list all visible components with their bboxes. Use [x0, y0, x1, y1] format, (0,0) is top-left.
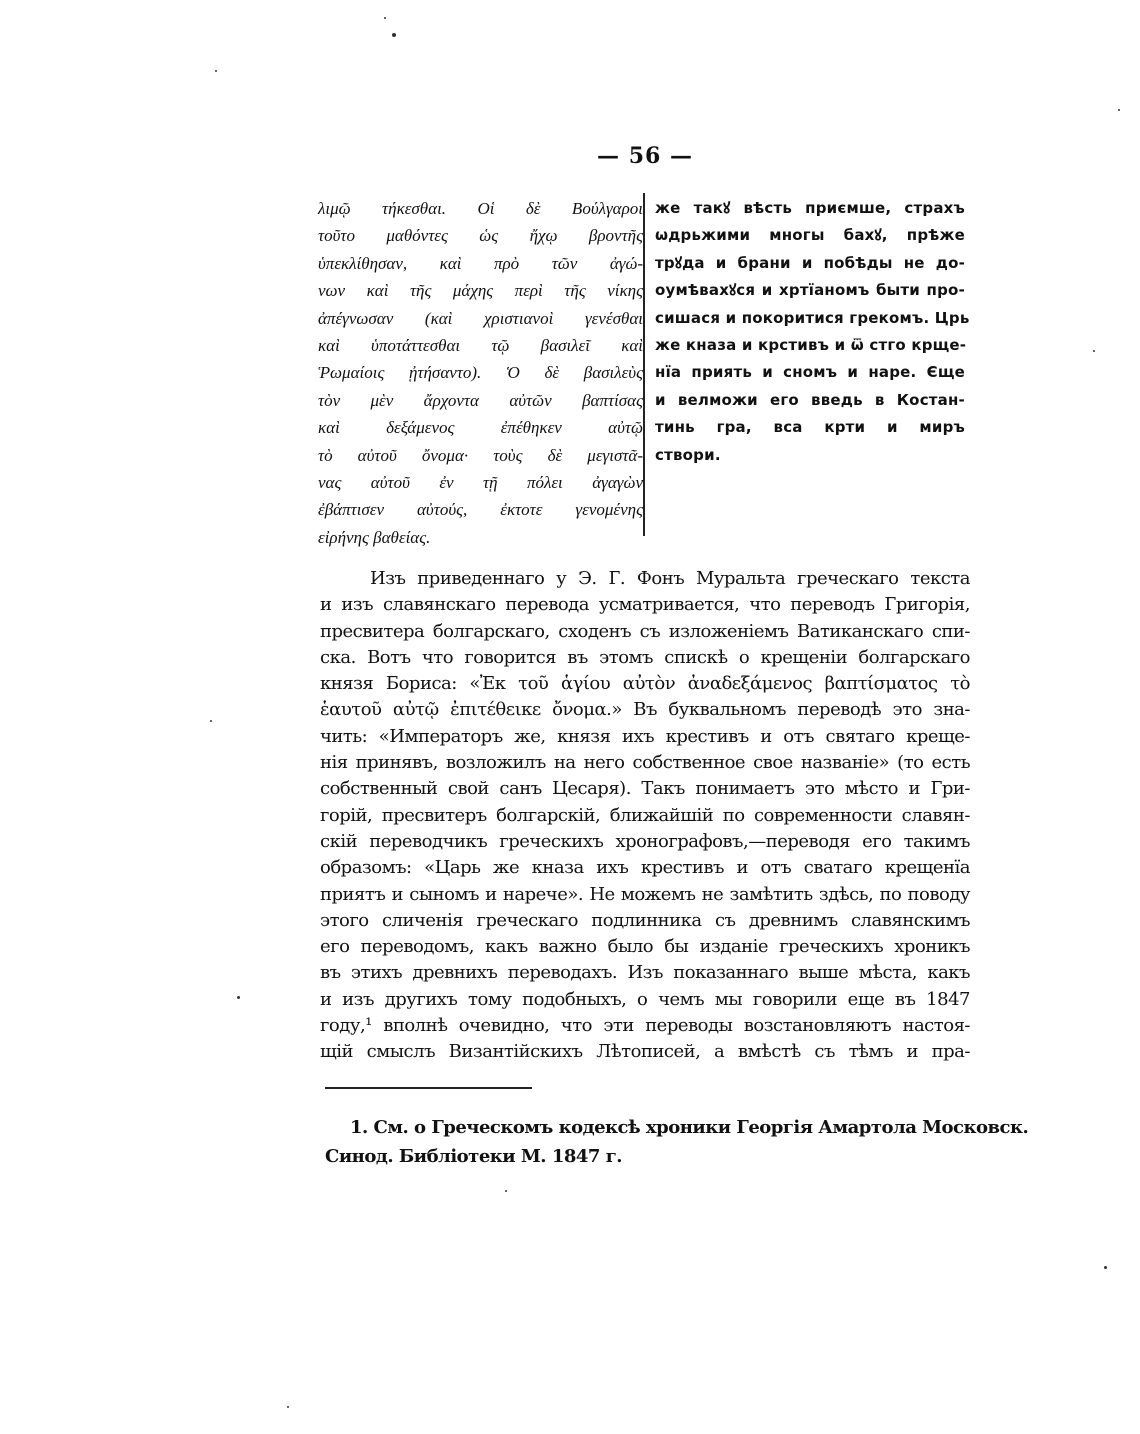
slavonic-text-column: [655, 195, 970, 469]
body-line: образомъ: «Царь же кназа ихъ крестивъ и отъ сватаго крещенїа: [320, 857, 970, 879]
body-line: этого сличенія греческаго подлинника съ древнимъ славянскимъ: [320, 909, 970, 931]
scan-speck: [384, 17, 386, 19]
column-divider: [643, 193, 645, 536]
greek-line: τὸν μὲν ἄρχοντα αὐτῶν βαπτίσας: [318, 390, 643, 410]
footnote: [325, 1113, 1029, 1171]
greek-line: καὶ ὑποτάττεσθαι τῷ βασιλεῖ καὶ: [318, 336, 643, 356]
slavonic-line: оумѣвахꙋся и хртїаномъ быти про-: [655, 281, 965, 300]
body-line: чить: «Императоръ же, князя ихъ крестивъ и отъ святаго креще-: [320, 725, 970, 747]
body-line: собственный свой санъ Цесаря). Такъ понимаетъ это мѣсто и Гри-: [320, 778, 970, 800]
slavonic-line-last: створи.: [655, 445, 721, 464]
body-line: нія принявъ, возложилъ на него собственное свое названіе» (то есть: [320, 752, 970, 774]
body-line: и изъ славянскаго перевода усматривается, что переводъ Григорія,: [320, 594, 970, 616]
body-line: горій, пресвитеръ болгарскій, ближайшій по современности славян-: [320, 804, 970, 826]
greek-line: τὸ αὐτοῦ ὄνομα· τοὺς δὲ μεγιστᾶ-: [318, 445, 643, 465]
scan-speck: [215, 70, 217, 72]
greek-line: ὑπεκλίθησαν, καὶ πρὸ τῶν ἀγώ-: [318, 253, 643, 273]
body-paragraph: [320, 566, 970, 1066]
body-line: приятъ и сыномъ и нарече». Не можемъ не замѣтить здѣсь, по поводу: [320, 883, 970, 905]
body-line: въ этихъ древнихъ переводахъ. Изъ показаннаго выше мѣста, какъ: [320, 962, 970, 984]
slavonic-line: трꙋда и брани и побѣды не до-: [655, 253, 965, 272]
scan-speck: [1093, 350, 1095, 352]
slavonic-line: сишася и покоритися грекомъ. Црь: [655, 308, 970, 327]
slavonic-line: и велможи его введь в Костан-: [655, 390, 965, 409]
slavonic-line: нїа приять и сномъ и наре. Єще: [655, 363, 965, 382]
footnote-line: 1. См. о Греческомъ кодексѣ хроники Георгія Амартола Московск.: [350, 1117, 1029, 1138]
slavonic-line: же такꙋ вѣсть приємше, страхъ: [655, 199, 965, 217]
body-line: году,¹ вполнѣ очевидно, что эти переводы возстановляютъ настоя-: [320, 1015, 970, 1037]
scan-speck: [1104, 1266, 1107, 1269]
slavonic-line: ѡдрьжими многы бахꙋ, прѣже: [655, 226, 965, 245]
slavonic-line: же кназа и крстивъ и ѿ стго крще-: [655, 336, 967, 355]
footnote-line: Синод. Библіотеки М. 1847 г.: [325, 1146, 623, 1167]
greek-line: λιμῷ τήκεσθαι. Οἱ δὲ Βούλγαροι: [318, 199, 643, 218]
page-number: — 56 —: [597, 143, 693, 169]
body-line: скій переводчикъ греческихъ хронографовъ,—переводя его такимъ: [320, 830, 970, 852]
greek-line: νας αὐτοῦ ἐν τῇ πόλει ἀγαγὼν: [318, 473, 643, 493]
footnote-rule: [325, 1087, 532, 1089]
greek-line: νων καὶ τῆς μάχης περὶ τῆς νίκης: [318, 281, 643, 301]
scan-speck: [287, 1406, 289, 1408]
body-line: пресвитера болгарскаго, сходенъ съ изложеніемъ Ватиканскаго спи-: [320, 620, 970, 642]
greek-line: ἀπέγνωσαν (καὶ χριστιανοὶ γενέσθαι: [318, 308, 643, 328]
scan-speck: [505, 1190, 507, 1192]
greek-line-last: εἰρήνης βαθείας.: [318, 527, 431, 547]
body-line: ска. Вотъ что говорится въ этомъ спискѣ о крещеніи болгарскаго: [320, 646, 970, 668]
body-line: Изъ приведеннаго у Э. Г. Фонъ Муральта греческаго текста: [370, 568, 970, 589]
body-line: ἑαυτοῦ αὐτῷ ἐπιτέθεικε ὄνομα.» Въ буквальномъ переводѣ это зна-: [320, 699, 970, 721]
scan-speck: [237, 996, 240, 999]
body-line: щій смыслъ Византійскихъ Лѣтописей, а вмѣстѣ съ тѣмъ и пра-: [320, 1041, 970, 1063]
body-line: и изъ другихъ тому подобныхъ, о чемъ мы говорили еще въ 1847: [320, 988, 970, 1010]
slavonic-line: тинь гра, вса крти и миръ: [655, 418, 965, 437]
greek-text-column: [318, 195, 643, 551]
body-line: его переводомъ, какъ важно было бы изданіе греческихъ хроникъ: [320, 936, 970, 958]
scan-speck: [210, 720, 212, 722]
greek-line: καὶ δεξάμενος ἐπέθηκεν αὐτῷ: [318, 418, 643, 438]
scan-speck: [1118, 109, 1120, 111]
scan-speck: [392, 33, 396, 37]
greek-line: Ῥωμαίοις ᾐτήσαντο). Ὁ δὲ βασιλεὺς: [318, 363, 643, 383]
body-line: князя Бориса: «Ἐκ τοῦ ἁγίου αὐτὸν ἀναδεξάμενος βαπτίσματος τὸ: [320, 673, 970, 695]
greek-line: τοῦτο μαθόντες ὡς ἤχῳ βροντῆς: [318, 226, 643, 246]
greek-line: ἐβάπτισεν αὐτούς, ἐκτοτε γενομένης: [318, 500, 643, 520]
